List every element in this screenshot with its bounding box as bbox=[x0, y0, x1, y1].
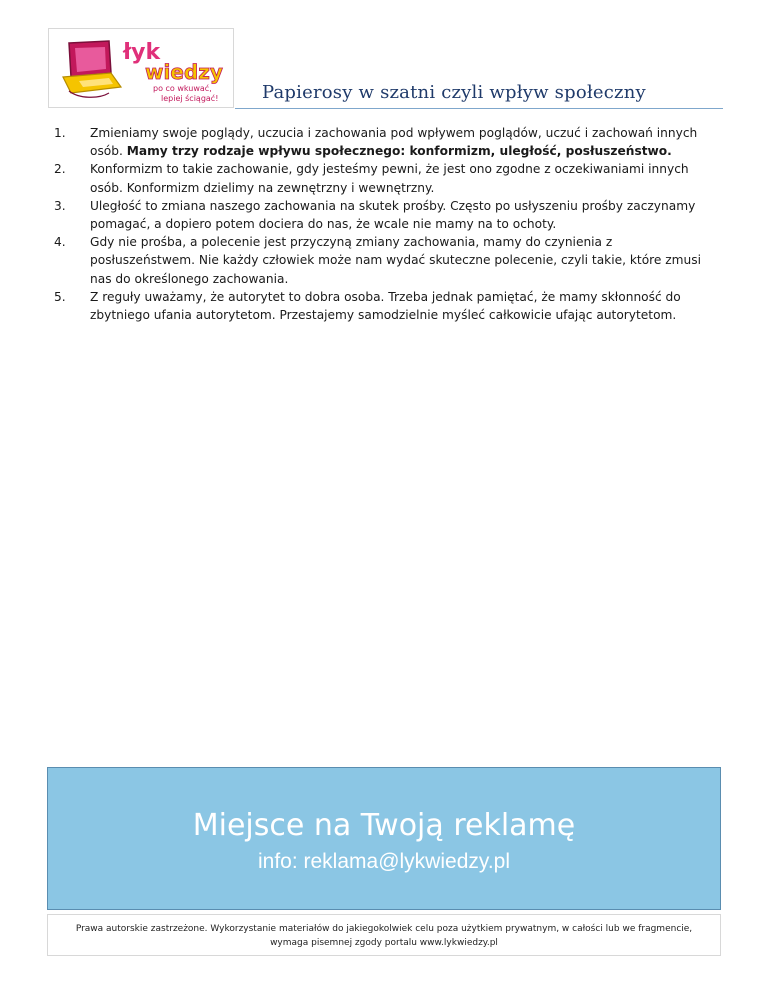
copyright-footer bbox=[47, 914, 721, 956]
list-text: Konformizm to takie zachowanie, gdy jesteśmy pewni, że jest ono zgodne z oczekiwaniami innych osób. Konformizm dzielimy na zewnętrzny i wewnętrzny. bbox=[90, 162, 689, 195]
ad-banner[interactable] bbox=[47, 767, 721, 910]
list-bold-text: Mamy trzy rodzaje wpływu społecznego: konformizm, uległość, posłuszeństwo. bbox=[126, 144, 672, 159]
list-item bbox=[54, 288, 714, 324]
list-item bbox=[54, 233, 714, 288]
list-item bbox=[54, 124, 714, 160]
list-item bbox=[54, 197, 714, 233]
page-title: Papierosy w szatni czyli wpływ społeczny bbox=[262, 82, 646, 103]
list-number: 2. bbox=[54, 162, 66, 177]
footer-line-2: wymaga pisemnej zgody portalu www.lykwiedzy.pl bbox=[270, 938, 498, 948]
ad-contact[interactable]: info: reklama@lykwiedzy.pl bbox=[257, 850, 510, 873]
list-number: 5. bbox=[54, 289, 66, 304]
title-divider bbox=[235, 108, 723, 109]
list-item bbox=[54, 160, 714, 196]
list-text: Gdy nie prośba, a polecenie jest przyczyną zmiany zachowania, mamy do czynienia z posłuszeństwem. Nie każdy człowiek może nam wydać skuteczne polecenie, czyli takie, które zmusi nas do określonego zachowania. bbox=[90, 235, 702, 286]
tagline-1: po co wkuwać, bbox=[153, 84, 212, 93]
laptop-icon bbox=[63, 41, 121, 97]
brand-bottom: wiedzy bbox=[145, 60, 223, 84]
list-number: 4. bbox=[54, 235, 66, 250]
footer-line-1: Prawa autorskie zastrzeżone. Wykorzystanie materiałów do jakiegokolwiek celu poza użytkiem prywatnym, w całości lub we fragmencie, bbox=[75, 924, 693, 934]
content-list bbox=[54, 124, 714, 324]
ad-headline: Miejsce na Twoją reklamę bbox=[192, 808, 576, 843]
logo bbox=[48, 28, 234, 108]
list-number: 3. bbox=[54, 198, 66, 213]
list-text: Uległość to zmiana naszego zachowania na skutek prośby. Często po usłyszeniu prośby zaczynamy pomagać, a dopiero potem dociera do nas, że wcale nie mamy na to ochoty. bbox=[90, 198, 696, 232]
list-text: Z reguły uważamy, że autorytet to dobra osoba. Trzeba jednak pamiętać, że mamy skłonność do zbytniego ufania autorytetom. Przestajemy samodzielnie myśleć całkowicie ufając autorytetom. bbox=[90, 289, 681, 323]
list-number: 1. bbox=[54, 126, 66, 140]
list-text: Zmieniamy swoje poglądy, uczucia i zachowania pod wpływem poglądów, uczuć i zachowań innych osób. bbox=[90, 126, 698, 159]
tagline-2: lepiej ściągać! bbox=[161, 94, 219, 103]
logo-graphic bbox=[49, 29, 233, 107]
brand-top: łyk bbox=[123, 40, 161, 65]
